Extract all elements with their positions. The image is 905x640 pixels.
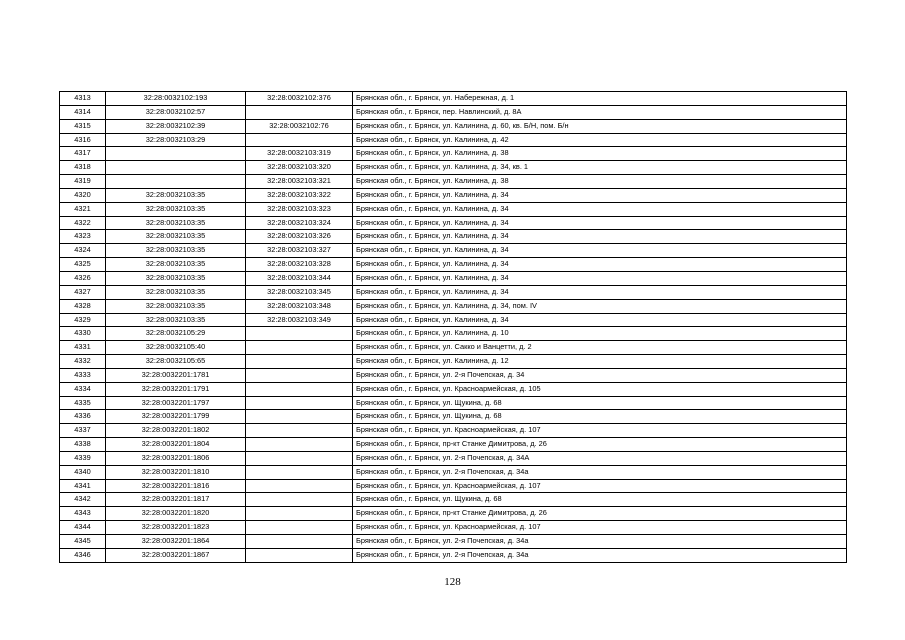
parcel-number-cell: 32:28:0032102:193 [106,92,246,106]
row-number-cell: 4346 [60,548,106,562]
parcel-number-cell: 32:28:0032103:35 [106,216,246,230]
address-cell: Брянская обл., г. Брянск, пр-кт Станке Димитрова, д. 26 [353,507,847,521]
address-cell: Брянская обл., г. Брянск, пр-кт Станке Димитрова, д. 26 [353,438,847,452]
parcel-number-cell: 32:28:0032103:35 [106,258,246,272]
object-number-cell [246,396,353,410]
table-row [60,465,847,479]
object-number-cell [246,368,353,382]
object-number-cell [246,341,353,355]
table-row [60,355,847,369]
table-row [60,424,847,438]
table-row [60,521,847,535]
parcel-number-cell: 32:28:0032103:35 [106,299,246,313]
table-row [60,216,847,230]
object-number-cell [246,424,353,438]
row-number-cell: 4319 [60,175,106,189]
object-number-cell: 32:28:0032103:328 [246,258,353,272]
object-number-cell [246,521,353,535]
object-number-cell [246,105,353,119]
table-row [60,92,847,106]
address-cell: Брянская обл., г. Брянск, ул. Набережная, д. 1 [353,92,847,106]
object-number-cell: 32:28:0032103:327 [246,244,353,258]
object-number-cell: 32:28:0032103:323 [246,202,353,216]
parcel-number-cell [106,161,246,175]
address-cell: Брянская обл., г. Брянск, ул. Калинина, д. 42 [353,133,847,147]
table-row [60,548,847,562]
row-number-cell: 4327 [60,285,106,299]
object-number-cell: 32:28:0032103:344 [246,271,353,285]
parcel-number-cell: 32:28:0032103:35 [106,244,246,258]
object-number-cell [246,548,353,562]
table-row [60,507,847,521]
table-row [60,313,847,327]
table-row [60,382,847,396]
parcel-number-cell: 32:28:0032201:1802 [106,424,246,438]
row-number-cell: 4345 [60,535,106,549]
object-number-cell [246,465,353,479]
object-number-cell [246,355,353,369]
table-row [60,299,847,313]
address-cell: Брянская обл., г. Брянск, ул. 2-я Почепская, д. 34 [353,368,847,382]
row-number-cell: 4317 [60,147,106,161]
parcel-number-cell [106,147,246,161]
address-cell: Брянская обл., г. Брянск, пер. Навлинский, д. 8А [353,105,847,119]
row-number-cell: 4315 [60,119,106,133]
object-number-cell [246,327,353,341]
parcel-number-cell: 32:28:0032103:35 [106,313,246,327]
row-number-cell: 4322 [60,216,106,230]
row-number-cell: 4323 [60,230,106,244]
object-number-cell [246,382,353,396]
address-cell: Брянская обл., г. Брянск, ул. Калинина, д. 34 [353,258,847,272]
row-number-cell: 4335 [60,396,106,410]
table-row [60,285,847,299]
parcel-number-cell: 32:28:0032103:35 [106,271,246,285]
row-number-cell: 4318 [60,161,106,175]
row-number-cell: 4340 [60,465,106,479]
parcel-number-cell: 32:28:0032103:29 [106,133,246,147]
address-cell: Брянская обл., г. Брянск, ул. Калинина, д. 60, кв. Б/Н, пом. Б/н [353,119,847,133]
address-cell: Брянская обл., г. Брянск, ул. Щукина, д. 68 [353,396,847,410]
table-row [60,188,847,202]
parcel-number-cell: 32:28:0032201:1867 [106,548,246,562]
object-number-cell: 32:28:0032103:324 [246,216,353,230]
object-number-cell: 32:28:0032103:320 [246,161,353,175]
address-cell: Брянская обл., г. Брянск, ул. Калинина, д. 34 [353,230,847,244]
parcel-number-cell: 32:28:0032102:57 [106,105,246,119]
address-cell: Брянская обл., г. Брянск, ул. Красноармейская, д. 105 [353,382,847,396]
parcel-number-cell: 32:28:0032103:35 [106,230,246,244]
row-number-cell: 4333 [60,368,106,382]
object-number-cell [246,133,353,147]
address-cell: Брянская обл., г. Брянск, ул. Калинина, д. 34 [353,313,847,327]
row-number-cell: 4321 [60,202,106,216]
parcel-number-cell: 32:28:0032105:29 [106,327,246,341]
parcel-number-cell: 32:28:0032201:1823 [106,521,246,535]
row-number-cell: 4313 [60,92,106,106]
address-cell: Брянская обл., г. Брянск, ул. Щукина, д. 68 [353,493,847,507]
address-cell: Брянская обл., г. Брянск, ул. Калинина, д. 38 [353,147,847,161]
table-row [60,451,847,465]
parcel-number-cell: 32:28:0032201:1817 [106,493,246,507]
table-row [60,368,847,382]
object-number-cell: 32:28:0032103:349 [246,313,353,327]
address-cell: Брянская обл., г. Брянск, ул. Сакко и Ванцетти, д. 2 [353,341,847,355]
table-row [60,438,847,452]
table-row [60,105,847,119]
table-row [60,396,847,410]
row-number-cell: 4344 [60,521,106,535]
row-number-cell: 4320 [60,188,106,202]
address-cell: Брянская обл., г. Брянск, ул. Калинина, д. 34 [353,285,847,299]
object-number-cell: 32:28:0032103:319 [246,147,353,161]
table-row [60,244,847,258]
row-number-cell: 4337 [60,424,106,438]
table-row [60,327,847,341]
row-number-cell: 4330 [60,327,106,341]
table-row [60,410,847,424]
object-number-cell: 32:28:0032103:345 [246,285,353,299]
address-cell: Брянская обл., г. Брянск, ул. 2-я Почепская, д. 34А [353,451,847,465]
row-number-cell: 4334 [60,382,106,396]
row-number-cell: 4339 [60,451,106,465]
parcel-number-cell: 32:28:0032201:1791 [106,382,246,396]
table-row [60,161,847,175]
table-row [60,479,847,493]
parcel-number-cell: 32:28:0032201:1797 [106,396,246,410]
address-cell: Брянская обл., г. Брянск, ул. Красноармейская, д. 107 [353,521,847,535]
object-number-cell: 32:28:0032103:321 [246,175,353,189]
row-number-cell: 4336 [60,410,106,424]
parcel-number-cell: 32:28:0032102:39 [106,119,246,133]
parcel-number-cell: 32:28:0032201:1820 [106,507,246,521]
parcel-number-cell: 32:28:0032201:1806 [106,451,246,465]
table-row [60,535,847,549]
table-row [60,230,847,244]
address-cell: Брянская обл., г. Брянск, ул. Калинина, д. 34, кв. 1 [353,161,847,175]
address-cell: Брянская обл., г. Брянск, ул. 2-я Почепская, д. 34а [353,535,847,549]
parcel-number-cell: 32:28:0032103:35 [106,285,246,299]
address-cell: Брянская обл., г. Брянск, ул. Калинина, д. 38 [353,175,847,189]
table-row [60,147,847,161]
parcel-number-cell: 32:28:0032105:65 [106,355,246,369]
row-number-cell: 4326 [60,271,106,285]
table-row [60,175,847,189]
table-row [60,258,847,272]
address-cell: Брянская обл., г. Брянск, ул. Калинина, д. 10 [353,327,847,341]
row-number-cell: 4342 [60,493,106,507]
object-number-cell [246,451,353,465]
object-number-cell [246,410,353,424]
parcel-number-cell: 32:28:0032105:40 [106,341,246,355]
object-number-cell: 32:28:0032103:326 [246,230,353,244]
parcel-number-cell: 32:28:0032201:1781 [106,368,246,382]
row-number-cell: 4341 [60,479,106,493]
address-cell: Брянская обл., г. Брянск, ул. Калинина, д. 34 [353,271,847,285]
parcel-number-cell: 32:28:0032201:1810 [106,465,246,479]
object-number-cell: 32:28:0032103:322 [246,188,353,202]
table-row [60,202,847,216]
table-row [60,133,847,147]
table-row [60,271,847,285]
address-cell: Брянская обл., г. Брянск, ул. 2-я Почепская, д. 34а [353,465,847,479]
address-cell: Брянская обл., г. Брянск, ул. Калинина, д. 12 [353,355,847,369]
object-number-cell [246,438,353,452]
object-number-cell: 32:28:0032102:76 [246,119,353,133]
address-cell: Брянская обл., г. Брянск, ул. 2-я Почепская, д. 34а [353,548,847,562]
parcel-number-cell: 32:28:0032201:1864 [106,535,246,549]
row-number-cell: 4332 [60,355,106,369]
parcel-number-cell [106,175,246,189]
parcel-number-cell: 32:28:0032201:1816 [106,479,246,493]
parcel-number-cell: 32:28:0032103:35 [106,202,246,216]
row-number-cell: 4316 [60,133,106,147]
address-cell: Брянская обл., г. Брянск, ул. Калинина, д. 34 [353,216,847,230]
address-cell: Брянская обл., г. Брянск, ул. Калинина, д. 34 [353,188,847,202]
parcel-number-cell: 32:28:0032201:1804 [106,438,246,452]
row-number-cell: 4338 [60,438,106,452]
row-number-cell: 4314 [60,105,106,119]
row-number-cell: 4343 [60,507,106,521]
object-number-cell: 32:28:0032103:348 [246,299,353,313]
row-number-cell: 4325 [60,258,106,272]
row-number-cell: 4324 [60,244,106,258]
address-cell: Брянская обл., г. Брянск, ул. Калинина, д. 34 [353,244,847,258]
object-number-cell [246,535,353,549]
object-number-cell [246,479,353,493]
address-cell: Брянская обл., г. Брянск, ул. Красноармейская, д. 107 [353,479,847,493]
address-cell: Брянская обл., г. Брянск, ул. Красноармейская, д. 107 [353,424,847,438]
row-number-cell: 4329 [60,313,106,327]
row-number-cell: 4328 [60,299,106,313]
parcel-number-cell: 32:28:0032103:35 [106,188,246,202]
row-number-cell: 4331 [60,341,106,355]
object-number-cell [246,507,353,521]
address-cell: Брянская обл., г. Брянск, ул. Щукина, д. 68 [353,410,847,424]
table-row [60,119,847,133]
table-row [60,341,847,355]
object-number-cell: 32:28:0032102:376 [246,92,353,106]
page-number: 128 [444,576,461,588]
address-cell: Брянская обл., г. Брянск, ул. Калинина, д. 34 [353,202,847,216]
registry-table [59,91,847,563]
table-row [60,493,847,507]
parcel-number-cell: 32:28:0032201:1799 [106,410,246,424]
registry-table-body [60,92,847,563]
object-number-cell [246,493,353,507]
address-cell: Брянская обл., г. Брянск, ул. Калинина, д. 34, пом. IV [353,299,847,313]
